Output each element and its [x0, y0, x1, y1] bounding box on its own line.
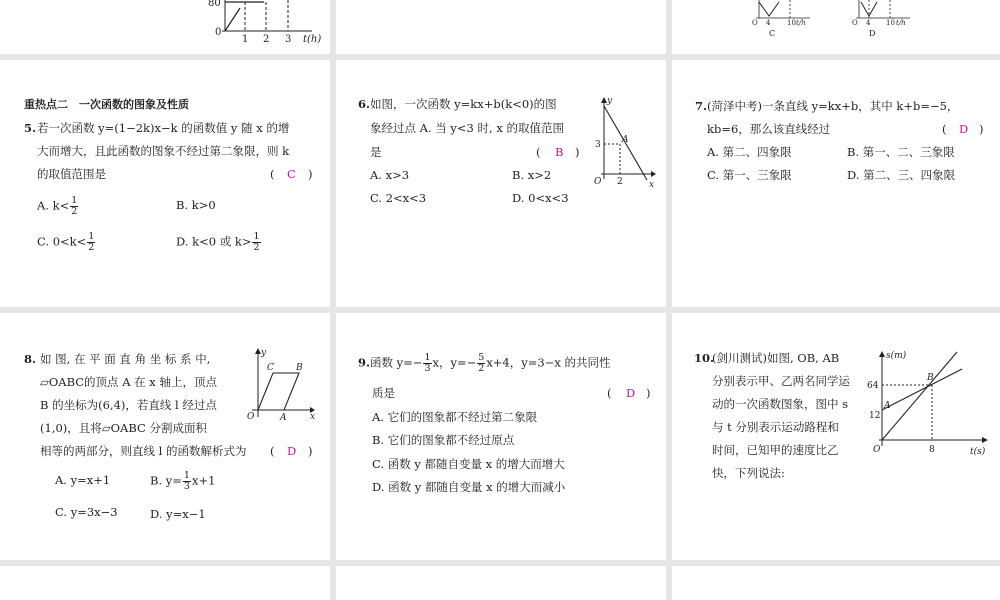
q6-x-axis-label: x [649, 180, 655, 190]
q5-line3: 的取值范围是 [37, 167, 106, 181]
q9-fraction-1 [423, 353, 431, 374]
frac-den: 2 [88, 242, 95, 253]
q8-option-c: C. y=3x−3 [55, 505, 118, 519]
question-7-card [672, 60, 1000, 307]
q8-option-b [150, 471, 215, 492]
bottom-right-card [672, 566, 1000, 600]
q10-tick-8: 8 [929, 445, 935, 455]
d-label: D [869, 29, 876, 38]
q9-pre: 函数 y=− [370, 355, 423, 370]
q8-option-b-text: B. y= [150, 473, 182, 488]
q7-option-a: A. 第二、四象限 [707, 145, 792, 159]
q8-line1: 如 图, 在 平 面 直 角 坐 标 系 中, [40, 352, 211, 366]
top-left-graph [0, 0, 330, 54]
q8-y-axis-label: y [261, 348, 267, 358]
q10-tick-12: 12 [869, 411, 881, 421]
q8-option-a: A. y=x+1 [55, 473, 111, 487]
q8-point-c-label: C [267, 363, 274, 373]
q5-option-c-text: C. 0<k< [37, 234, 87, 249]
q7-answer: D [959, 122, 969, 136]
q10-line5: 时间，已知甲的速度比乙 [712, 443, 839, 457]
q5-option-d-fraction [252, 232, 260, 253]
q5-option-a [37, 196, 79, 217]
x-axis-label: t(h) [303, 34, 322, 45]
frac-num: 1 [424, 352, 431, 363]
q5-paren-left: ( [270, 167, 275, 181]
q6-option-a: A. x>3 [370, 168, 410, 182]
q6-origin-label: O [594, 177, 602, 187]
q5-line1: 若一次函数 y=(1−2k)x−k 的函数值 y 随 x 的增 [37, 121, 290, 135]
q7-line1: (菏泽中考)一条直线 y=kx+b，其中 k+b=−5， [707, 99, 959, 113]
q8-paren-left: ( [270, 444, 275, 458]
q6-tick-3: 3 [595, 140, 601, 150]
c-label: C [769, 29, 776, 38]
frac-den: 2 [478, 363, 485, 374]
q6-tick-2: 2 [617, 177, 623, 187]
q6-graph [591, 94, 661, 190]
q9-option-c: C. 函数 y 都随自变量 x 的增大而增大 [372, 457, 565, 471]
q5-option-c-fraction [87, 232, 95, 253]
q8-point-b-label: B [296, 363, 303, 373]
c-xl: t/h [796, 19, 806, 27]
q10-line6: 快，下列说法: [712, 466, 785, 480]
q6-number: 6. [358, 97, 371, 111]
frac-den: 2 [253, 242, 260, 253]
option-d-graph [772, 0, 906, 54]
q5-answer: C [287, 167, 296, 181]
frac-num: 1 [88, 231, 95, 242]
bottom-left-card [0, 566, 330, 600]
q6-point-a-label: A [622, 135, 629, 145]
q8-paren-right: ) [308, 444, 313, 458]
q10-origin-label: O [873, 445, 881, 455]
q9-line2: 质是 [372, 386, 395, 400]
q5-option-d [176, 232, 262, 253]
q7-option-b: B. 第一、二、三象限 [847, 145, 955, 159]
q9-answer: D [626, 386, 636, 400]
y80-label: 80 [208, 0, 221, 9]
d-x1: 4 [866, 19, 871, 27]
q7-option-d: D. 第二、三、四象限 [847, 168, 956, 182]
q8-x-axis-label: x [310, 412, 316, 422]
q8-line4: (1,0)，且将▱OABC 分割成面积 [40, 421, 207, 435]
q9-mid: x，y=− [432, 355, 477, 370]
q10-number: 10. [694, 351, 715, 365]
question-10-card [672, 313, 1000, 560]
origin-label: 0 [215, 27, 222, 38]
q8-point-a-label: A [280, 413, 287, 423]
question-9-card [336, 313, 666, 560]
top-middle-card [336, 0, 666, 54]
q8-line2: ▱OABC的顶点 A 在 x 轴上，顶点 [40, 375, 217, 389]
q5-line2: 大而增大，且此函数的图象不经过第二象限，则 k [37, 144, 290, 158]
q10-t-axis-label: t(s) [970, 447, 986, 457]
q10-line3: 动的一次函数图象，图中 s [712, 397, 849, 411]
q5-option-d-text: D. k<0 或 k> [176, 234, 252, 249]
q5-paren-right: ) [308, 167, 313, 181]
q5-number: 5. [24, 121, 37, 135]
q5-option-c [37, 232, 96, 253]
q8-option-d: D. y=x−1 [150, 507, 206, 521]
q10-tick-64: 64 [867, 381, 879, 391]
q8-option-b-fraction [183, 471, 191, 492]
q8-graph [240, 343, 325, 423]
question-8-card [0, 313, 330, 560]
q6-answer: B [555, 145, 564, 159]
q6-paren-left: ( [536, 145, 541, 159]
c-o: O [752, 19, 758, 27]
q10-graph [867, 346, 997, 456]
q8-number: 8. [24, 352, 37, 366]
frac-num: 1 [183, 470, 190, 481]
q7-line2: kb=6，那么该直线经过 [707, 122, 831, 136]
q5-option-a-text: A. k< [37, 198, 70, 213]
q10-s-axis-label: s(m) [886, 351, 907, 361]
q9-post: x+4，y=3−x 的共同性 [486, 355, 611, 370]
d-xl: t/h [896, 19, 906, 27]
q9-paren-right: ) [646, 386, 651, 400]
q7-option-c: C. 第一、三象限 [707, 168, 792, 182]
frac-den: 3 [183, 481, 190, 492]
top-left-card [0, 0, 330, 54]
q9-line1 [358, 353, 610, 374]
q5-option-a-fraction [70, 196, 78, 217]
q10-point-a-label: A [884, 401, 891, 411]
q6-paren-right: ) [575, 145, 580, 159]
q6-option-c: C. 2<x<3 [370, 191, 427, 205]
q9-option-a: A. 它们的图象都不经过第二象限 [372, 410, 538, 424]
frac-num: 5 [478, 352, 485, 363]
question-6-card [336, 60, 666, 307]
q8-option-b-tail: x+1 [191, 473, 216, 488]
q8-line3: B 的坐标为(6,4)，若直线 l 经过点 [40, 398, 217, 412]
q9-fraction-2 [477, 353, 485, 374]
q6-line2: 象经过点 A. 当 y<3 时, x 的取值范围 [370, 121, 564, 135]
q9-option-d: D. 函数 y 都随自变量 x 的增大而减小 [372, 480, 566, 494]
q6-line1: 如图，一次函数 y=kx+b(k<0)的图 [370, 97, 557, 111]
x1-label: 1 [242, 34, 249, 45]
q8-origin-label: O [247, 412, 255, 422]
q10-point-b-label: B [927, 373, 934, 383]
frac-den: 3 [424, 363, 431, 374]
c-x2: 10 [787, 19, 796, 27]
q8-line5: 相等的两部分，则直线 l 的函数解析式为 [40, 444, 247, 458]
top-right-card [672, 0, 1000, 54]
x3-label: 3 [285, 34, 292, 45]
q6-line3: 是 [370, 145, 382, 159]
q6-y-axis-label: y [607, 96, 613, 106]
q7-paren-right: ) [979, 122, 984, 136]
d-x2: 10 [886, 19, 895, 27]
q9-option-b: B. 它们的图象都不经过原点 [372, 433, 515, 447]
q9-paren-left: ( [607, 386, 612, 400]
frac-num: 1 [253, 231, 260, 242]
q7-number: 7. [695, 99, 708, 113]
q5-option-b: B. k>0 [176, 198, 216, 212]
q7-paren-left: ( [942, 122, 947, 136]
q10-line1: (剑川测试)如图, OB, AB [712, 351, 840, 365]
question-5-card [0, 60, 330, 307]
section-heading: 重热点二 一次函数的图象及性质 [24, 98, 189, 111]
frac-den: 2 [71, 206, 78, 217]
frac-num: 1 [71, 195, 78, 206]
q10-line4: 与 t 分别表示运动路程和 [712, 420, 839, 434]
q6-option-d: D. 0<x<3 [512, 191, 569, 205]
q10-line2: 分别表示甲、乙两名同学运 [712, 374, 850, 388]
q6-option-b: B. x>2 [512, 168, 552, 182]
q9-number: 9. [358, 355, 371, 370]
bottom-middle-card [336, 566, 666, 600]
x2-label: 2 [263, 34, 270, 45]
d-o: O [852, 19, 858, 27]
option-c-graph [672, 0, 806, 54]
q8-answer: D [287, 444, 297, 458]
c-x1: 4 [766, 19, 771, 27]
